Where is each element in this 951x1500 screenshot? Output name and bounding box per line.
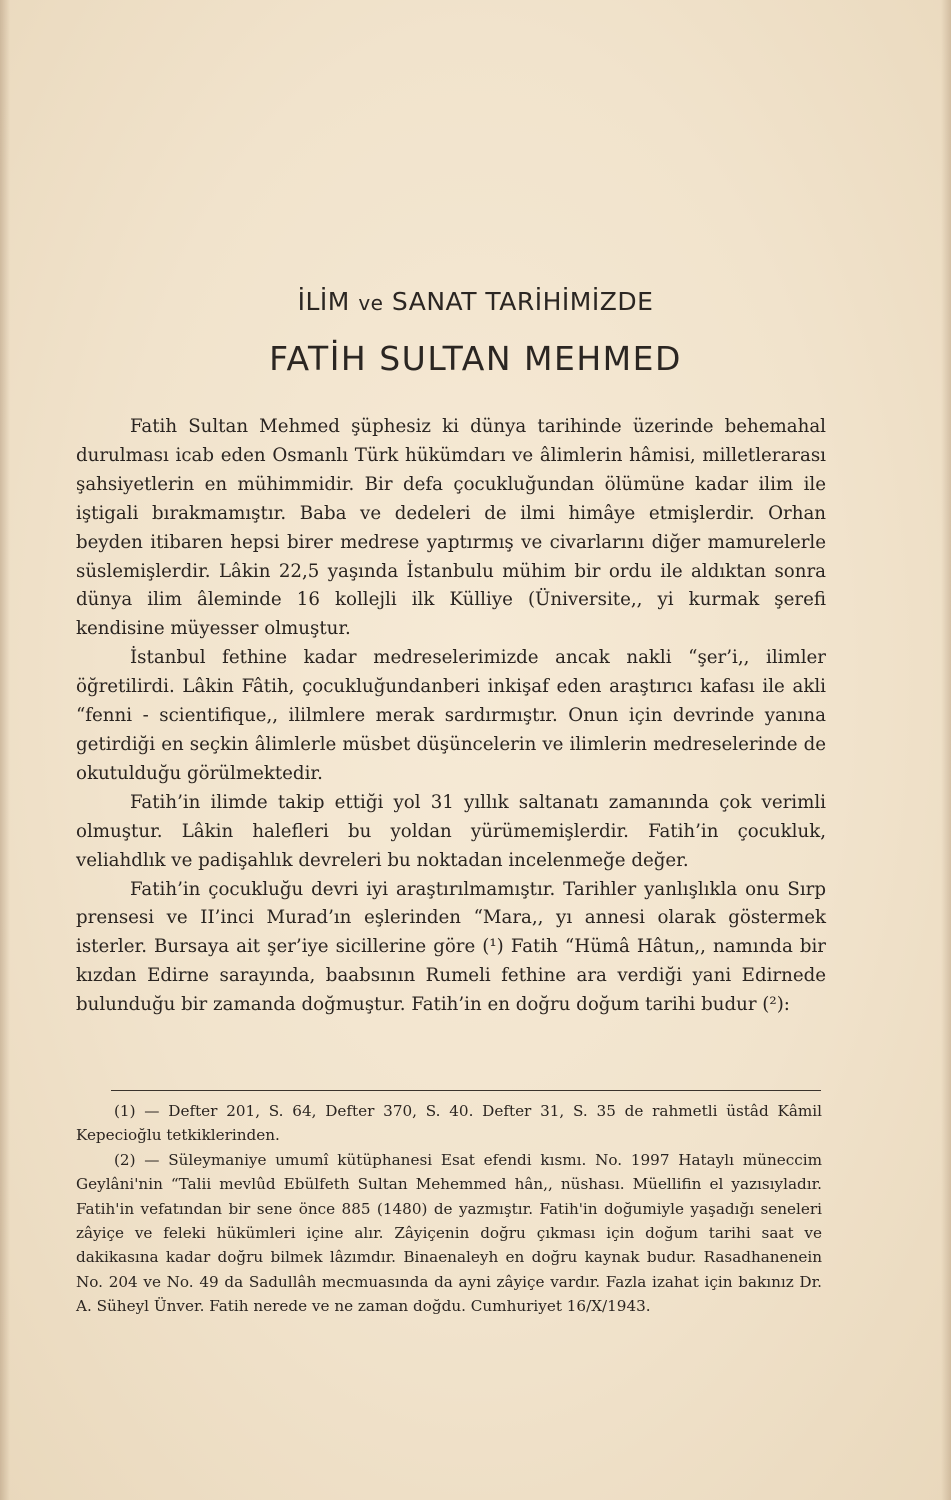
- supertitle-word-sanat: SANAT TARİHİMİZDE: [391, 287, 654, 316]
- supertitle-word-ve: ve: [358, 291, 384, 315]
- supertitle-word-ilim: İLİM: [297, 287, 350, 316]
- footnote-divider: [111, 1090, 821, 1091]
- page-edge-left: [0, 0, 10, 1500]
- footnote: (1) — Defter 201, S. 64, Defter 370, S. 40. Defter 31, S. 35 de rahmetli üstâd Kâmil Kepecioğlu tetkiklerinden.: [76, 1102, 822, 1145]
- footnotes: [76, 1099, 822, 1319]
- page-edge-right: [941, 0, 951, 1500]
- paragraph: Fatih’in çocukluğu devri iyi araştırılmamıştır. Tarihler yanlışlıkla onu Sırp prensesi ve II’inci Murad’ın eşlerinden “Mara,, yı annesi olarak göstermek isterler. Bursaya ait şer’iye sicillerine göre (¹) Fatih “Hümâ Hâtun,, namında bir kızdan Edirne sarayında, baabsının Rumeli fethine ara verdiği yani Edirnede bulunduğu bir zamanda doğmuştur. Fatih’in en doğru doğum tarihi budur (²):: [76, 878, 826, 1016]
- footnote: (2) — Süleymaniye umumî kütüphanesi Esat efendi kısmı. No. 1997 Hataylı müneccim Geylâni'nin “Talii mevlûd Ebülfeth Sultan Mehemmed hân,, nüshası. Müellifin el yazısıyladır. Fatih'in vefatından bir sene önce 885 (1480) de yazmıştır. Fatih'in doğumiyle yaşadığı seneleri zâyiçe ve feleki hükümleri içine alır. Zâyiçenin doğru çıkması için doğum tarihi saat ve dakikasına kadar doğru bilmek lâzımdır. Binaenaleyh en doğru kaynak budur. Rasadhanenein No. 204 ve No. 49 da Sadullâh mecmuasında da ayni zâyiçe vardır. Fazla izahat için bakınız Dr. A. Süheyl Ünver. Fatih nerede ve ne zaman doğdu. Cumhuriyet 16/X/1943.: [76, 1150, 822, 1316]
- article-body: [76, 413, 826, 1020]
- page-title: FATİH SULTAN MEHMED: [269, 339, 682, 378]
- title-block: [0, 282, 951, 387]
- paragraph: Fatih’in ilimde takip ettiği yol 31 yıllık saltanatı zamanında çok verimli olmuştur. Lâkin halefleri bu yoldan yürümemişlerdir. Fatih’in çocukluk, veliahdlık ve padişahlık devreleri bu noktadan incelenmeğe değer.: [76, 791, 826, 871]
- paragraph: Fatih Sultan Mehmed şüphesiz ki dünya tarihinde üzerinde behemahal durulması icab eden Osmanlı Türk hükümdarı ve âlimlerin hâmisi, milletlerarası şahsiyetlerin en mühimmidir. Bir defa çocukluğundan ölümüne kadar ilim ile iştigali bırakmamıştır. Baba ve dedeleri de ilmi himâye etmişlerdir. Orhan beyden itibaren hepsi birer medrese yaptırmış ve civarlarını diğer mamurelerle süslemişlerdir. Lâkin 22,5 yaşında İstanbulu mühim bir ordu ile aldıktan sonra dünya ilim âleminde 16 kollejli ilk Külliye (Üniversite,, yi kurmak şerefi kendisine müyesser olmuştur.: [76, 416, 826, 640]
- paragraph: İstanbul fethine kadar medreselerimizde ancak nakli “şer’i,, ilimler öğretilirdi. Lâkin Fâtih, çocukluğundanberi inkişaf eden araştırıcı kafası ile akli “fenni - scientifique,, ililmlere merak sardırmıştır. Onun için devrinde yanına getirdiği en seçkin âlimlerle müsbet düşüncelerin ve ilimlerin medreselerinde de okutulduğu görülmektedir.: [76, 647, 826, 784]
- supertitle: [0, 282, 951, 323]
